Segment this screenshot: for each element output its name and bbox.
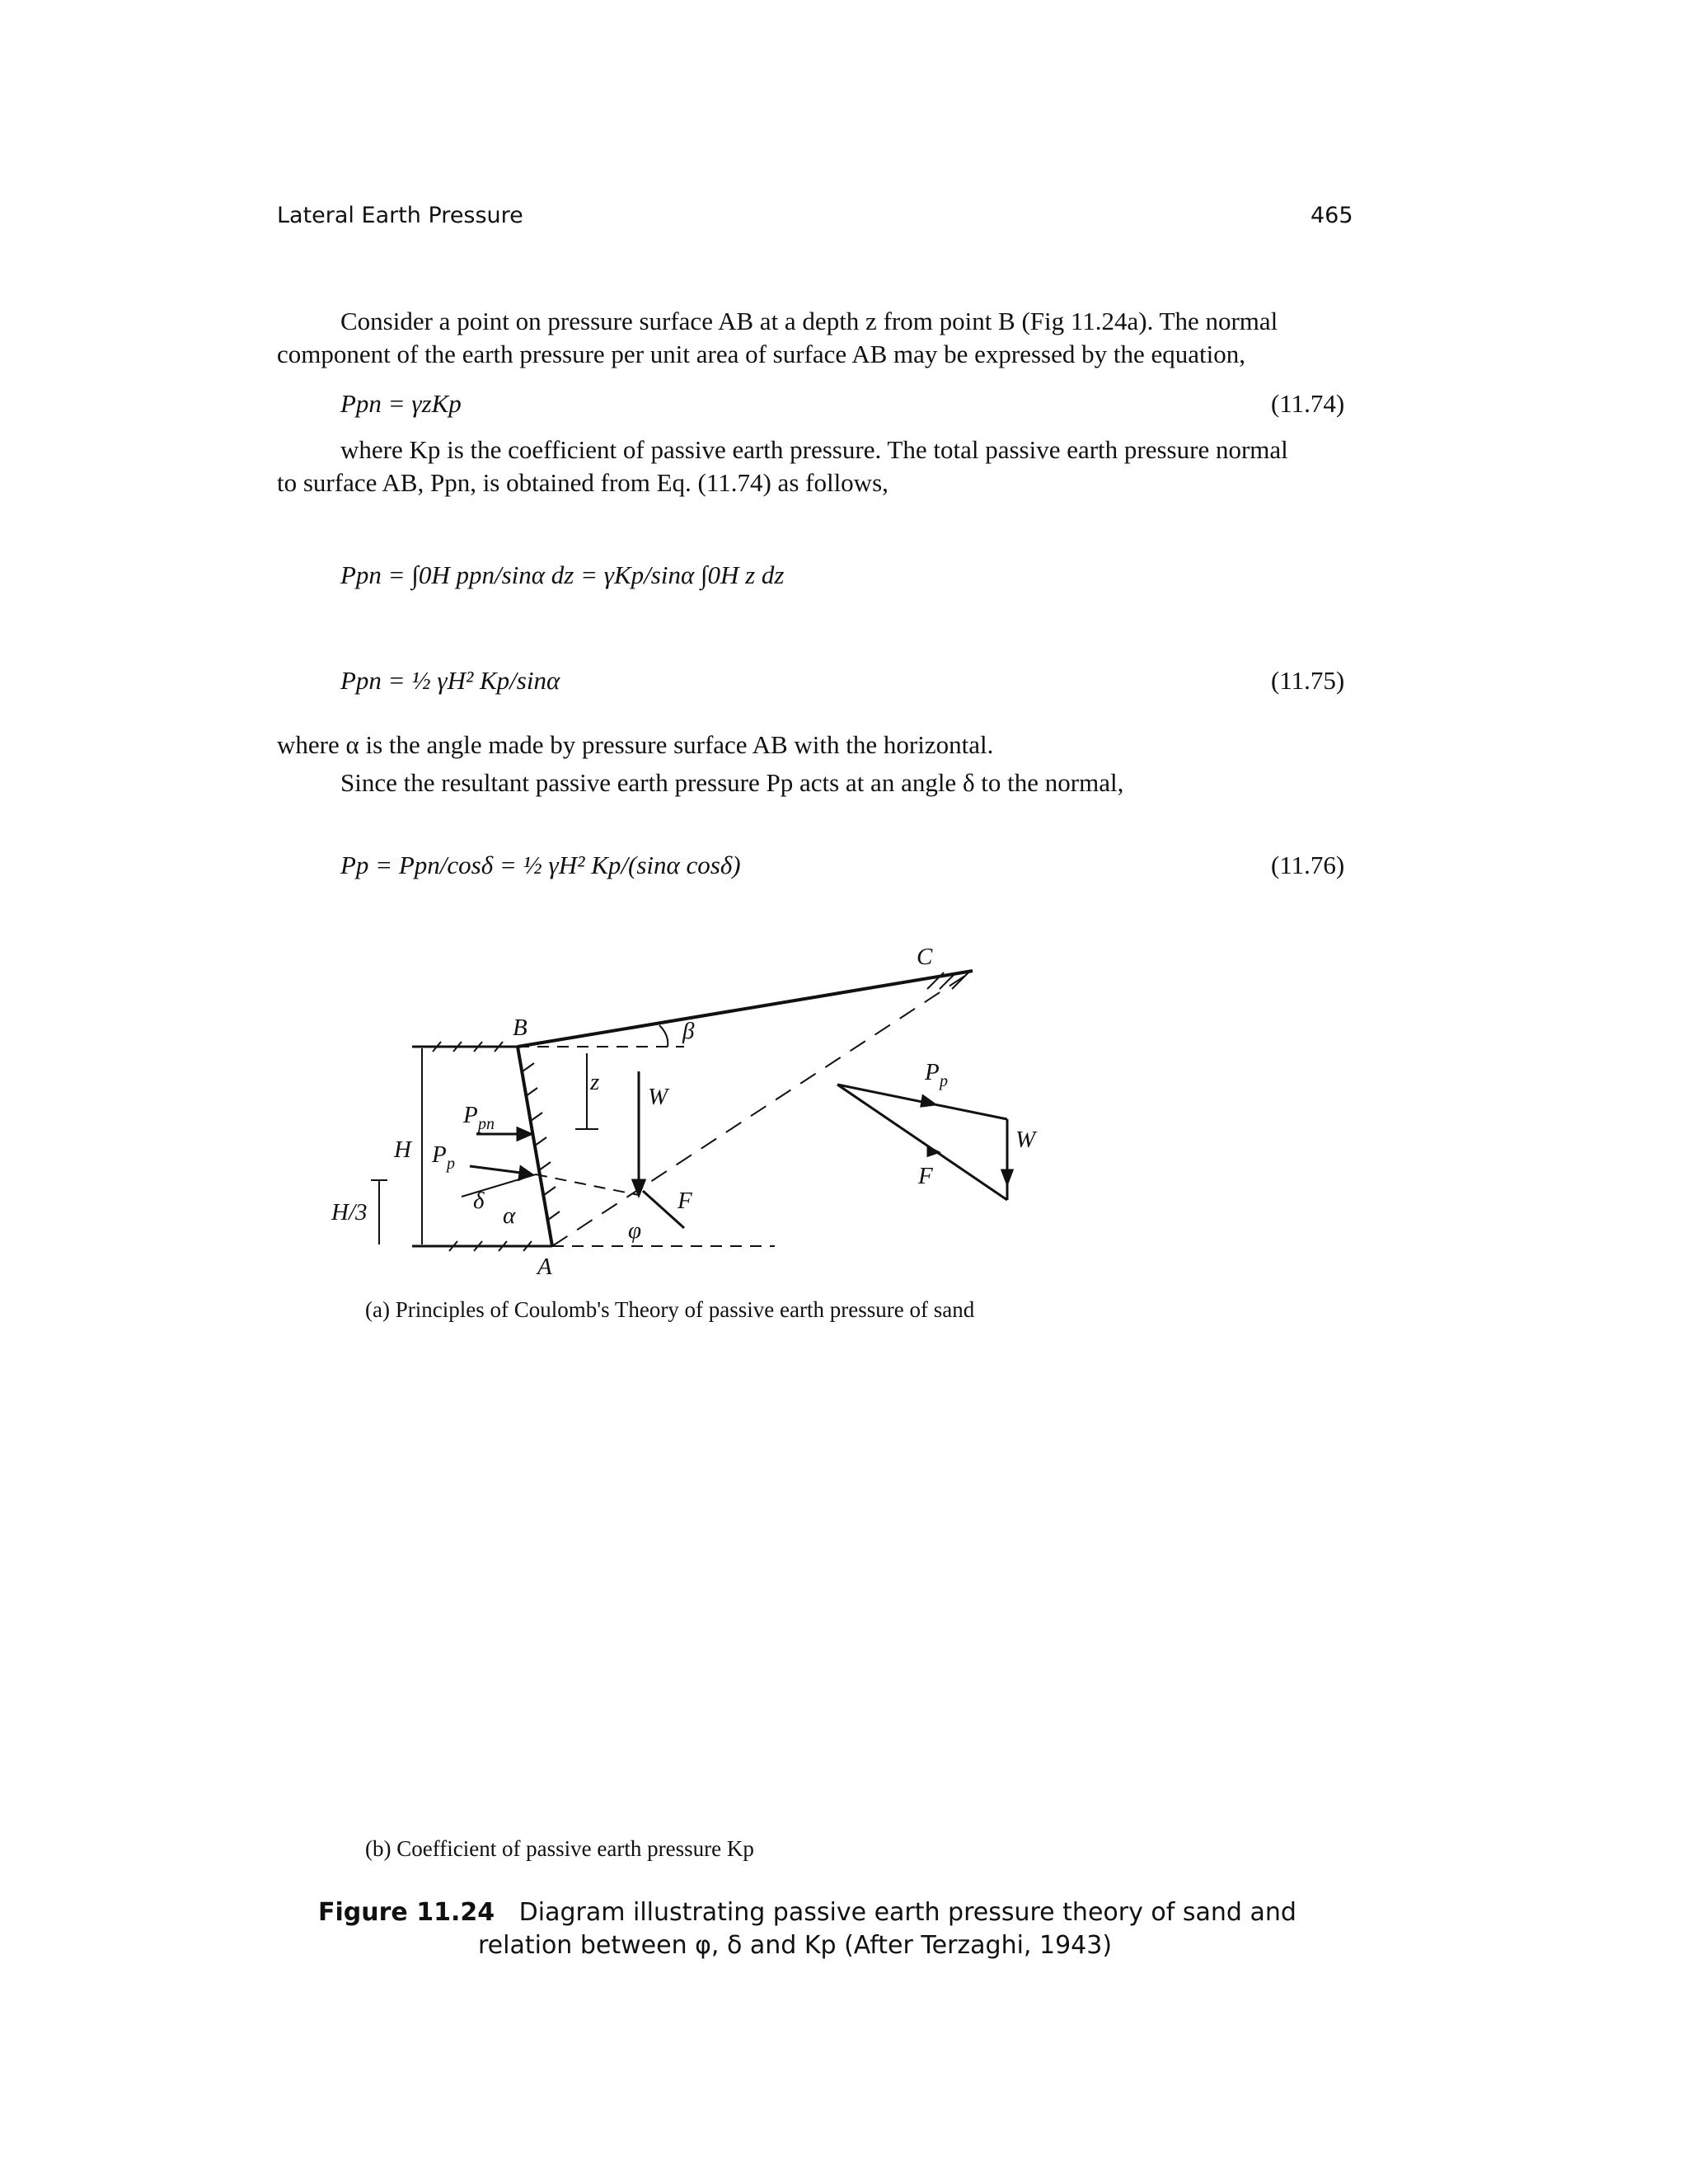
label-H: H: [394, 1137, 411, 1163]
label-A: A: [537, 1254, 552, 1280]
label-F-triangle: F: [918, 1163, 933, 1189]
label-Pp-triangle: P: [925, 1059, 940, 1085]
pp-arrow: [470, 1166, 528, 1174]
figure-caption-line-1: Diagram illustrating passive earth pressure theory of sand and: [518, 1898, 1296, 1927]
paragraph-4: Since the resultant passive earth pressure Pp acts at an angle δ to the normal,: [340, 768, 1124, 797]
label-H3: H/3: [331, 1199, 368, 1226]
failure-plane-AC: [552, 971, 973, 1246]
wall-hatching: [523, 1063, 560, 1220]
figure-caption: [318, 1897, 1373, 1929]
paragraph-3: where α is the angle made by pressure surface AB with the horizontal.: [277, 730, 994, 759]
figure-caption-line-2: relation between φ, δ and Kp (After Terzaghi, 1943): [478, 1931, 1113, 1960]
figure-label: Figure 11.24: [318, 1898, 495, 1927]
label-delta: δ: [473, 1188, 485, 1214]
label-Pp: P: [432, 1141, 447, 1168]
label-alpha: α: [503, 1202, 516, 1229]
page-number: 465: [1311, 203, 1353, 228]
label-W: W: [648, 1084, 668, 1110]
paragraph-2-line-1: where Kp is the coefficient of passive earth pressure. The total passive earth pressure normal: [340, 435, 1288, 464]
equation-11-76: Pp = Ppn/cosδ = ½ γH² Kp/(sinα cosδ): [340, 851, 741, 879]
paragraph-2-line-2: to surface AB, Ppn, is obtained from Eq. (11.74) as follows,: [277, 468, 889, 497]
equation-11-74: Ppn = γzKp: [340, 389, 462, 418]
label-Ppn-sub: pn: [478, 1115, 495, 1133]
equation-number-11-74: (11.74): [1271, 389, 1345, 418]
equation-number-11-76: (11.76): [1271, 851, 1345, 879]
wall-face-AB: [518, 1047, 552, 1246]
label-z: z: [590, 1069, 600, 1095]
chart-b-caption: (b) Coefficient of passive earth pressure Kp: [365, 1836, 754, 1861]
running-header-title: Lateral Earth Pressure: [277, 203, 523, 228]
equation-integral: Ppn = ∫0H ppn/sinα dz = γKp/sinα ∫0H z dz: [340, 560, 785, 589]
label-Pp-sub: p: [447, 1155, 455, 1173]
label-beta: β: [682, 1018, 695, 1044]
diagram-a-caption: (a) Principles of Coulomb's Theory of passive earth pressure of sand: [365, 1297, 975, 1322]
paragraph-1-line-1: Consider a point on pressure surface AB at a depth z from point B (Fig 11.24a). The normal: [340, 307, 1278, 335]
label-B: B: [513, 1015, 528, 1041]
label-Pp-triangle-sub: p: [940, 1072, 948, 1090]
label-F: F: [678, 1188, 692, 1214]
kp-chart: [0, 1319, 1688, 1896]
label-Ppn: P: [463, 1102, 478, 1128]
label-phi: φ: [628, 1217, 642, 1244]
equation-number-11-75: (11.75): [1271, 666, 1345, 695]
label-W-triangle: W: [1015, 1127, 1036, 1153]
label-C: C: [917, 944, 933, 970]
equation-11-75: Ppn = ½ γH² Kp/sinα: [340, 666, 560, 695]
paragraph-1-line-2: component of the earth pressure per unit area of surface AB may be expressed by the equation,: [277, 340, 1245, 368]
backfill-surface-BC: [518, 971, 973, 1047]
